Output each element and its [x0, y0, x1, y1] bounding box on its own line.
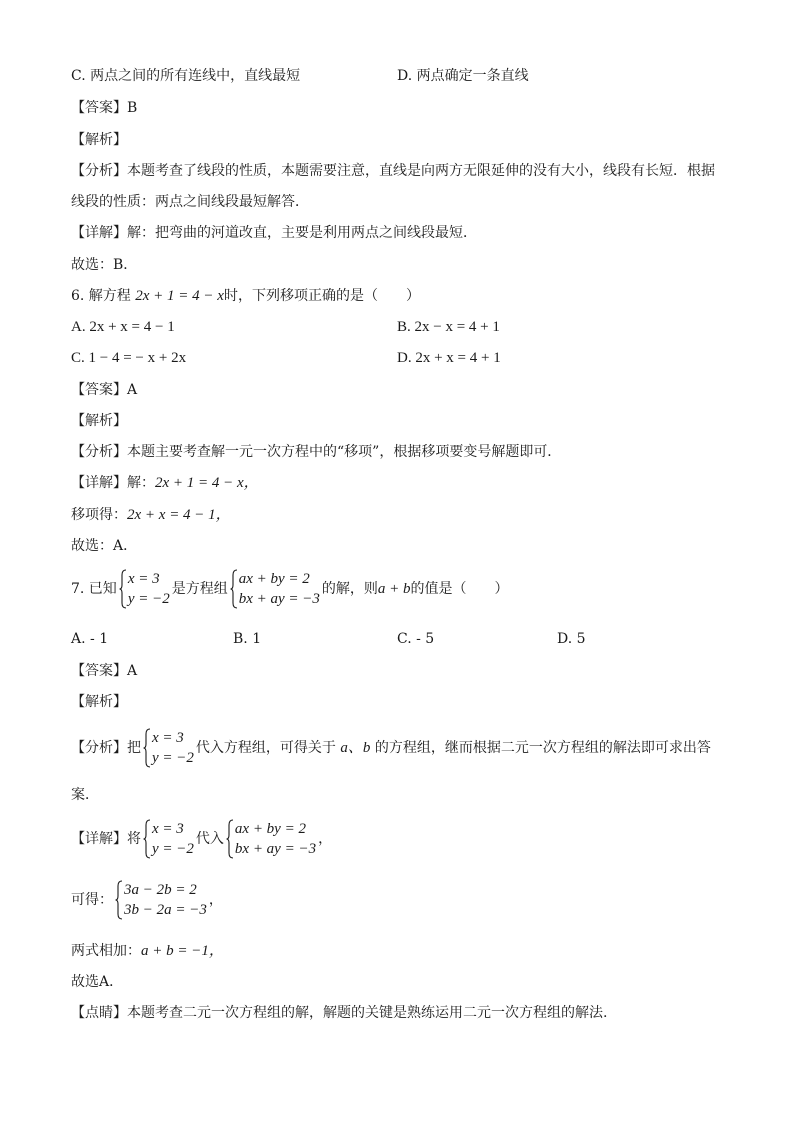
q5-fenxi-line-2: 线段的性质：两点之间线段最短解答． — [71, 194, 309, 210]
q6-yixiang-prefix: 移项得： — [71, 507, 127, 523]
q7-xiangjie-system-eq2: bx + ay = −3 — [234, 841, 317, 857]
q6-choose: 故选：A． — [71, 538, 138, 554]
q7-stem-mid: 是方程组 — [171, 581, 228, 597]
q6-option-d: D. 2x + x = 4 + 1 — [397, 350, 501, 366]
q7-xiangjie-solution-system — [143, 819, 194, 859]
q7-stem-mid2: 的解，则 — [321, 581, 378, 597]
q6-answer: 【答案】A — [71, 382, 138, 398]
q6-yixiang — [71, 505, 231, 525]
left-brace-icon — [143, 728, 151, 768]
q7-xiangjie-prefix: 【详解】将 — [71, 831, 141, 847]
q7-answer: 【答案】A — [71, 663, 138, 679]
q7-stem — [71, 567, 509, 611]
q7-equation-system — [230, 569, 320, 609]
q6-analysis-heading: 【解析】 — [71, 413, 127, 429]
q7-xiangjie-solution-y: y = −2 — [152, 841, 194, 857]
left-brace-icon — [119, 569, 127, 609]
q7-xiangjie-system-eq1: ax + by = 2 — [234, 821, 306, 837]
q7-sum-equation: a + b = −1， — [141, 943, 224, 959]
q7-xiangjie-suffix: ， — [318, 831, 333, 847]
q7-kede-eq1: 3a − 2b = 2 — [124, 882, 197, 898]
left-brace-icon — [143, 819, 151, 859]
q7-kede-prefix: 可得： — [71, 892, 113, 908]
q5-option-c: C. 两点之间的所有连线中，直线最短 — [71, 68, 301, 84]
q7-dianjing: 【点睛】本题考查二元一次方程组的解，解题的关键是熟练运用二元一次方程组的解法. — [71, 1005, 608, 1021]
q6-xiangjie — [71, 473, 259, 493]
q7-system-eq2: bx + ay = −3 — [238, 591, 320, 607]
q5-answer: 【答案】B — [71, 100, 138, 116]
q7-xiangjie — [71, 817, 332, 861]
q5-analysis-heading: 【解析】 — [71, 132, 127, 148]
q7-fenxi-mid: 代入方程组，可得关于 — [195, 740, 341, 756]
q7-xiangjie-mid: 代入 — [195, 831, 224, 847]
q5-option-d: D. 两点确定一条直线 — [397, 68, 529, 84]
q7-fenxi-solution-system — [143, 728, 194, 768]
q6-fenxi: 【分析】本题主要考查解一元一次方程中的“移项”，根据移项要变号解题即可． — [71, 444, 562, 460]
q6-stem-equation: 2x + 1 = 4 − x — [135, 288, 224, 304]
q6-option-a: A. 2x + x = 4 − 1 — [71, 319, 175, 335]
q6-yixiang-equation: 2x + x = 4 − 1， — [127, 507, 231, 523]
q7-stem-prefix: 7. 已知 — [71, 581, 117, 597]
q7-kede — [71, 878, 223, 922]
q5-fenxi-line-1: 【分析】本题考查了线段的性质，本题需要注意，直线是向两方无限延伸的没有大小，线段有长短．根据 — [71, 163, 715, 179]
q7-option-a: A. - 1 — [71, 631, 109, 647]
q7-option-c: C. - 5 — [397, 631, 435, 647]
q7-system-eq1: ax + by = 2 — [238, 571, 310, 587]
left-brace-icon — [226, 819, 234, 859]
q5-xiangjie: 【详解】解：把弯曲的河道改直，主要是利用两点之间线段最短． — [71, 225, 477, 241]
q7-xiangjie-equation-system — [226, 819, 316, 859]
q5-choose: 故选：B． — [71, 257, 138, 273]
q6-option-c: C. 1 − 4 = − x + 2x — [71, 350, 187, 366]
q7-fenxi-solution-y: y = −2 — [152, 750, 194, 766]
q7-xiangjie-solution-x: x = 3 — [152, 821, 184, 837]
q7-option-d: D. 5 — [557, 631, 586, 647]
q7-fenxi-suffix: 的方程组，继而根据二元一次方程组的解法即可求出答 — [370, 740, 711, 756]
left-brace-icon — [115, 880, 123, 920]
q6-stem-prefix: 6. 解方程 — [71, 288, 136, 304]
q7-kede-system — [115, 880, 207, 920]
q6-stem — [71, 286, 420, 306]
q7-analysis-heading: 【解析】 — [71, 694, 127, 710]
q6-xiangjie-equation: 2x + 1 = 4 − x， — [155, 475, 259, 491]
q6-stem-suffix: 时，下列移项正确的是（ ） — [223, 288, 420, 304]
q7-solution-system — [119, 569, 170, 609]
q7-fenxi-solution-x: x = 3 — [152, 730, 184, 746]
q7-stem-suffix: 的值是（ ） — [410, 581, 509, 597]
q7-fenxi-line-2: 案． — [71, 787, 99, 803]
q7-kede-eq2: 3b − 2a = −3 — [124, 902, 207, 918]
q7-choose: 故选A． — [71, 974, 124, 990]
left-brace-icon — [230, 569, 238, 609]
q6-option-b: B. 2x − x = 4 + 1 — [397, 319, 500, 335]
q7-sum — [71, 941, 224, 961]
q7-solution-x: x = 3 — [127, 571, 160, 587]
q7-fenxi-ab: a、b — [340, 740, 371, 756]
q7-option-b: B. 1 — [233, 631, 262, 647]
q7-solution-y: y = −2 — [127, 591, 170, 607]
q7-sum-prefix: 两式相加： — [71, 943, 141, 959]
q7-kede-suffix: ， — [208, 892, 223, 908]
q7-fenxi-line-1 — [71, 726, 711, 770]
q6-xiangjie-prefix: 【详解】解： — [71, 475, 155, 491]
q7-stem-ab: a + b — [377, 581, 411, 597]
q7-fenxi-prefix: 【分析】把 — [71, 740, 141, 756]
